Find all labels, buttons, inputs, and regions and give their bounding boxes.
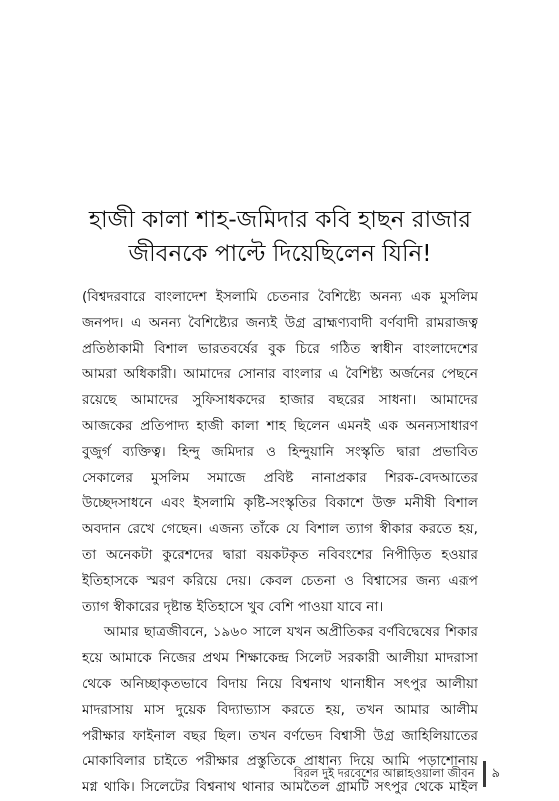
paragraph-1-line-6: আজকের প্রতিপাদ্য হাজী কালা শাহ ছিলেন এমনই এক অনন্যসাধারণ bbox=[82, 417, 478, 434]
paragraph-1-line-11: তা অনেকটা কুরেশদের দ্বারা বয়কটকৃত নবিবংশের নিপীড়িত হওয়ার bbox=[82, 546, 478, 563]
paragraph-1-line-5: রয়েছে আমাদের সুফিসাধকদের হাজার বছরের সাধনা। আমাদের bbox=[82, 392, 478, 409]
paragraph-1-line-3: প্রতিষ্ঠাকামী বিশাল ভারতবর্ষের বুক চিরে গঠিত স্বাধীন বাংলাদেশের bbox=[82, 340, 478, 357]
paragraph-1-line-7: বুজুর্গ ব্যক্তিত্ব। হিন্দু জমিদার ও হিন্দুয়ানি সংস্কৃতি দ্বারা প্রভাবিত bbox=[82, 443, 478, 460]
chapter-title-line-1: হাজী কালা শাহ-জমিদার কবি হাছন রাজার bbox=[88, 207, 472, 233]
paragraph-2-line-6: মোকাবিলার চাইতে পরীক্ষার প্রস্তুতিকে প্রাধান্য দিয়ে আমি পড়াশোনায় bbox=[82, 753, 478, 770]
chapter-title-line-2: জীবনকে পাল্টে দিয়েছিলেন যিনি! bbox=[128, 241, 432, 267]
body-text bbox=[82, 285, 478, 801]
footer-divider bbox=[483, 761, 486, 787]
page-footer bbox=[250, 763, 500, 785]
paragraph-1-line-9: উচ্ছেদসাধনে এবং ইসলামি কৃষ্টি-সংস্কৃতির বিকাশে উক্ত মনীষী বিশাল bbox=[82, 495, 478, 512]
paragraph-2-line-1: আমার ছাত্রজীবনে, ১৯৬০ সালে যখন অপ্রীতিকর বর্ণবিদ্বেষের শিকার bbox=[104, 624, 478, 641]
paragraph-2-line-4: মাদরাসায় মাস দুয়েক বিদ্যাভ্যাস করতে হয়, তখন আমার আলীম bbox=[82, 701, 478, 718]
running-head: বিরল দুই দরবেশের আল্লাহওয়ালা জীবন bbox=[293, 765, 475, 780]
paragraph-1-line-2: জনপদ। এ অনন্য বৈশিষ্ট্যের জন্যই উগ্র ব্রাহ্মণ্যবাদী বর্ণবাদী রামরাজত্ব bbox=[82, 314, 478, 331]
paragraph-1-line-8: সেকালের মুসলিম সমাজে প্রবিষ্ট নানাপ্রকার শিরক-বেদআতের bbox=[82, 469, 478, 486]
paragraph-1-line-13: ত্যাগ স্বীকারের দৃষ্টান্ত ইতিহাসে খুব বেশি পাওয়া যাবে না। bbox=[82, 598, 384, 615]
page-number: ৯ bbox=[491, 765, 500, 781]
paragraph-2-line-2: হয়ে আমাকে নিজের প্রথম শিক্ষাকেন্দ্র সিলেট সরকারী আলীয়া মাদরাসা bbox=[82, 650, 478, 667]
paragraph-2-line-3: থেকে অনিচ্ছাকৃতভাবে বিদায় নিয়ে বিশ্বনাথ থানাধীন সৎপুর আলীয়া bbox=[82, 675, 478, 692]
paragraph-1-line-12: ইতিহাসকে স্মরণ করিয়ে দেয়। কেবল চেতনা ও বিশ্বাসের জন্য এরূপ bbox=[82, 572, 478, 589]
paragraph-1-line-1: (বিশ্বদরবারে বাংলাদেশ ইসলামি চেতনার বৈশিষ্ট্যে অনন্য এক মুসলিম bbox=[82, 289, 478, 305]
paragraph-2-line-5: পরীক্ষার ফাইনাল বছর ছিল। তখন বর্ণভেদ বিশ্বাসী উগ্র জাহিলিয়াতের bbox=[82, 727, 478, 744]
paragraph-2-line-7: মগ্ন থাকি। সিলেটের বিশ্বনাথ থানার আমতৈল গ্রামটি সৎপুর থেকে মাইল bbox=[82, 779, 478, 796]
paragraph-1-line-4: আমরা অধিকারী। আমাদের সোনার বাংলার এ বৈশিষ্ট্য অর্জনের পেছনে bbox=[82, 366, 478, 383]
paragraph-1-line-10: অবদান রেখে গেছেন। এজন্য তাঁকে যে বিশাল ত্যাগ স্বীকার করতে হয়, bbox=[82, 521, 478, 538]
